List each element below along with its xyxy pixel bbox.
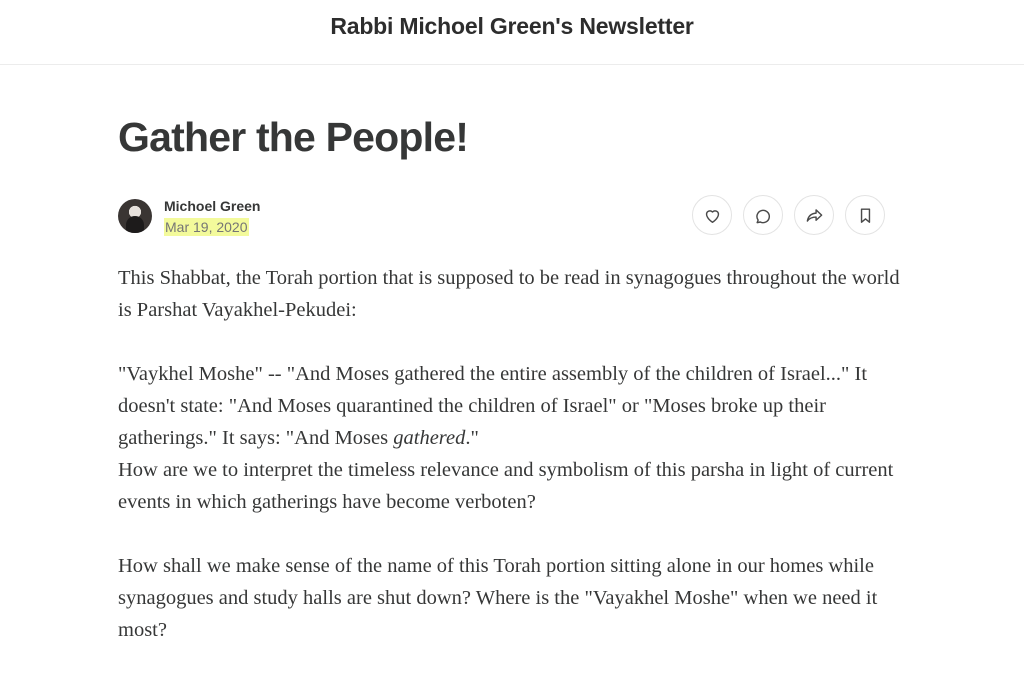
byline	[118, 197, 260, 236]
post-title: Gather the People!	[118, 114, 469, 160]
post-actions	[692, 195, 896, 235]
comment-button[interactable]	[743, 195, 783, 235]
author-name[interactable]: Michoel Green	[164, 198, 261, 214]
bookmark-icon	[856, 206, 875, 225]
like-button[interactable]	[692, 195, 732, 235]
byline-text	[164, 197, 260, 236]
paragraph-1: This Shabbat, the Torah portion that is supposed to be read in synagogues throughout the world is Parshat Vayakhel-Pekudei:	[118, 267, 900, 321]
comment-icon	[754, 206, 773, 225]
post-body	[118, 262, 908, 678]
author-avatar[interactable]	[118, 199, 152, 233]
paragraph-2	[118, 358, 908, 518]
paragraph-2-text-b: ."	[465, 427, 479, 449]
share-button[interactable]	[794, 195, 834, 235]
post-date: Mar 19, 2020	[165, 219, 248, 235]
paragraph-3: How shall we make sense of the name of this Torah portion sitting alone in our homes while synagogues and study halls are shut down? Where is the "Vayakhel Moshe" when we need it most?	[118, 555, 878, 641]
publication-header	[0, 0, 1024, 65]
publication-title[interactable]: Rabbi Michoel Green's Newsletter	[330, 12, 694, 39]
paragraph-2-text-a: "Vaykhel Moshe" -- "And Moses gathered the entire assembly of the children of Israel..." It doesn't state: "And Moses quarantined the children of Israel" or "Moses broke up their gatherings." It says: "And Moses	[118, 363, 868, 449]
bookmark-button[interactable]	[845, 195, 885, 235]
heart-icon	[703, 206, 722, 225]
paragraph-2-text-c: How are we to interpret the timeless relevance and symbolism of this parsha in light of current events in which gatherings have become verboten?	[118, 459, 894, 513]
share-icon	[805, 206, 824, 225]
paragraph-2-emphasis: gathered	[393, 427, 466, 449]
